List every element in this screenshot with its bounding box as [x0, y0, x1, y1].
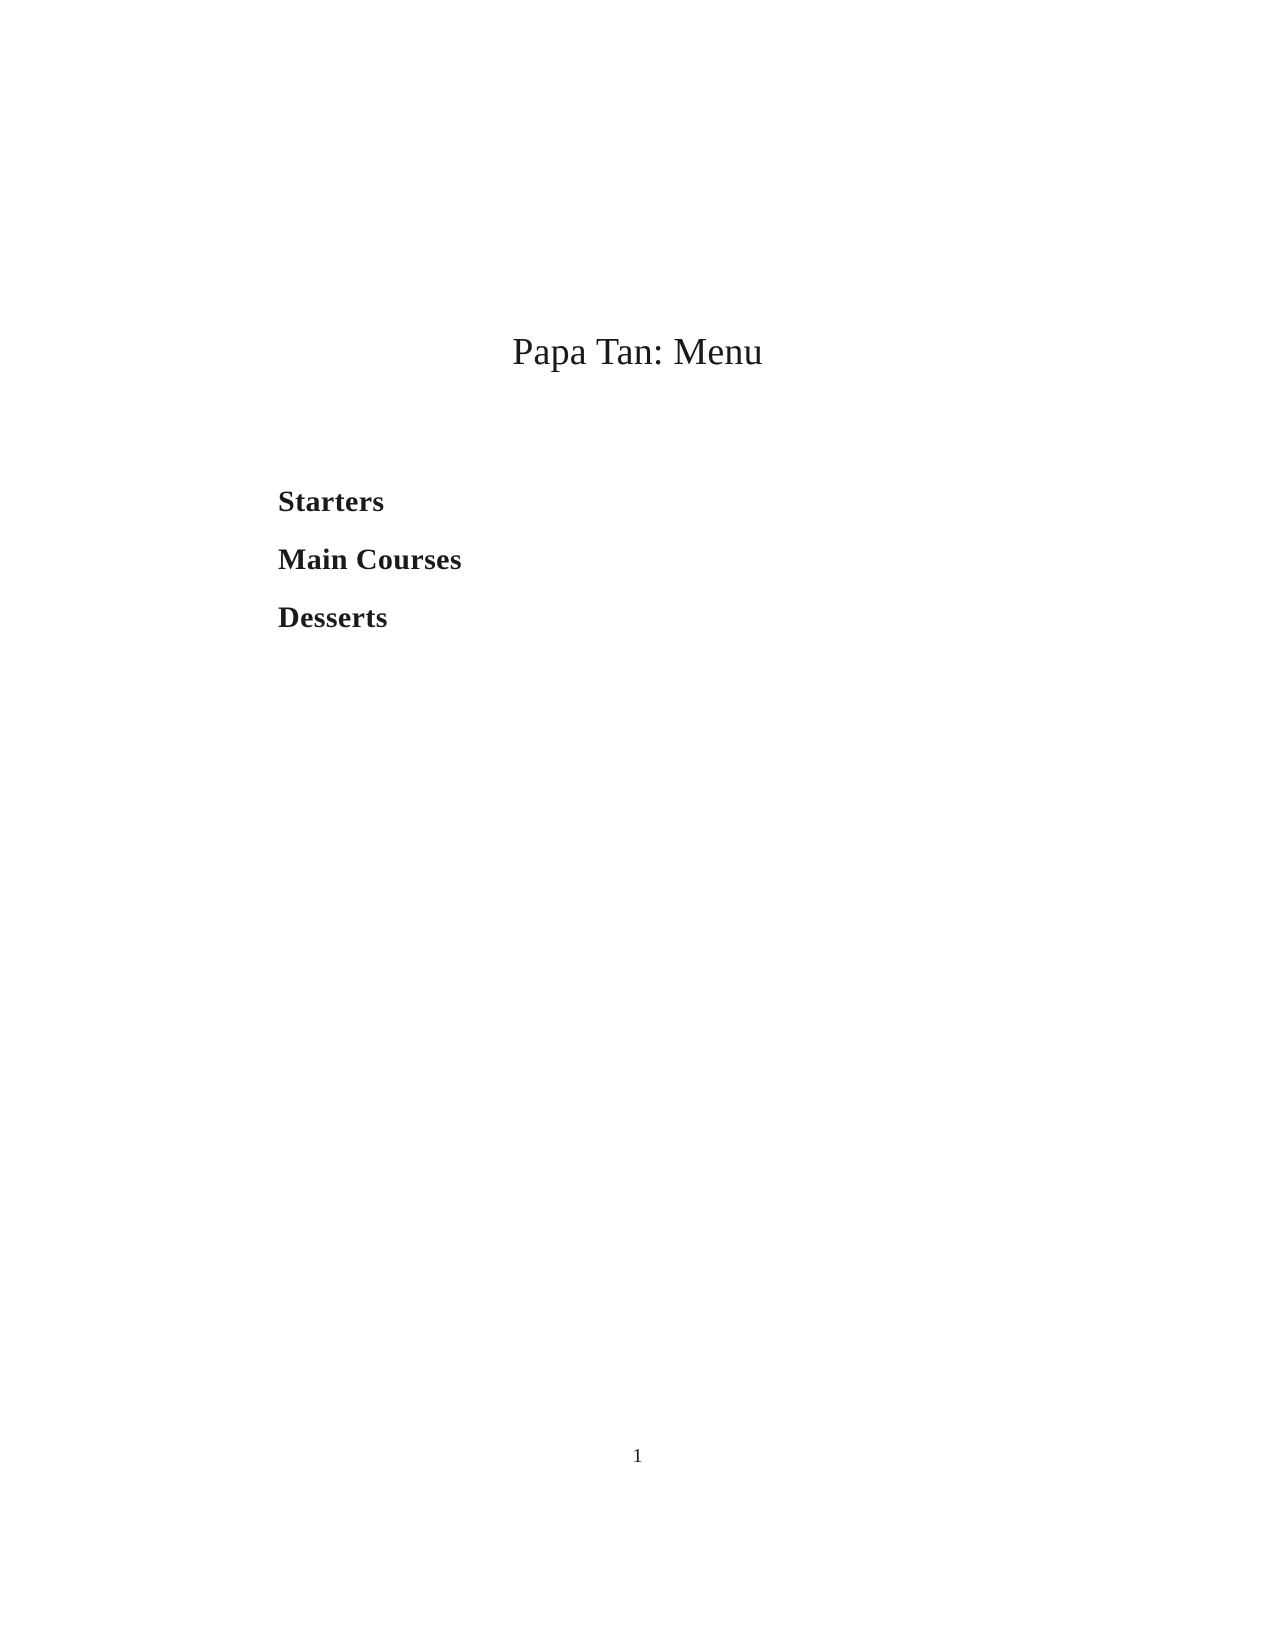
section-heading-main-courses: Main Courses — [278, 543, 462, 576]
section-heading-desserts: Desserts — [278, 601, 388, 634]
section-list — [278, 484, 462, 658]
section-main-courses — [278, 542, 462, 578]
section-starters — [278, 484, 462, 520]
page-number: 1 — [632, 1445, 643, 1467]
section-heading-starters: Starters — [278, 485, 385, 518]
section-desserts — [278, 600, 462, 636]
document-title: Papa Tan: Menu — [512, 331, 763, 373]
